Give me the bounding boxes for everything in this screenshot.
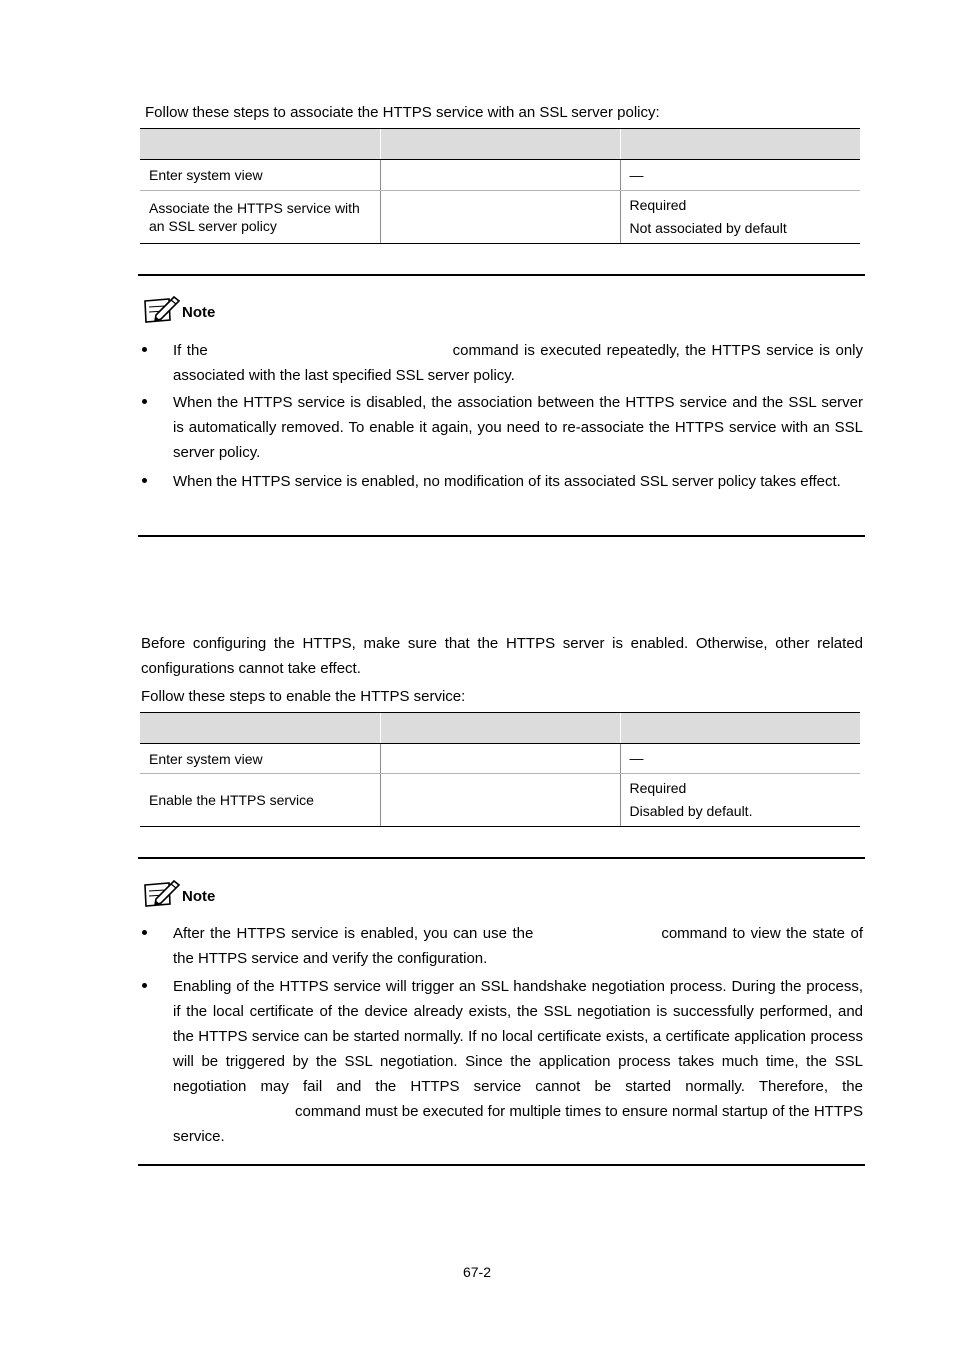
note-pencil-icon <box>143 293 181 325</box>
remarks-cell <box>620 774 860 827</box>
column-header <box>620 713 860 744</box>
section2-paragraph: Before configuring the HTTPS, make sure that the HTTPS server is enabled. Otherwise, other related configurations cannot take effect. <box>141 635 863 677</box>
column-header <box>140 713 380 744</box>
operation-cell: Enter system view <box>140 744 380 774</box>
bullet-text: When the HTTPS service is enabled, no modification of its associated SSL server policy takes effect. <box>173 473 841 490</box>
operation-cell: Enable the HTTPS service <box>140 774 380 827</box>
command-cell <box>380 191 620 244</box>
table-row <box>140 744 860 774</box>
remark-text: — <box>629 750 644 766</box>
note-bullet <box>140 974 863 1149</box>
remarks-cell <box>620 744 860 774</box>
table-row <box>140 191 860 244</box>
remark-text: — <box>629 166 644 183</box>
section1-intro: Follow these steps to associate the HTTPS service with an SSL server policy: <box>145 104 660 121</box>
table-row <box>140 774 860 827</box>
column-header <box>380 129 620 160</box>
note-bullet <box>140 338 863 388</box>
command-cell <box>380 160 620 191</box>
bullet-text: When the HTTPS service is disabled, the association between the HTTPS service and the SSL server is automatically removed. To enable it again, you need to re-associate the HTTPS service with an SSL server policy. <box>173 394 863 461</box>
https-ssl-association-table <box>140 128 860 244</box>
remark-text: Not associated by default <box>629 220 787 236</box>
bullet-text: Enabling of the HTTPS service will trigger an SSL handshake negotiation process. During the process, if the local certificate of the device already exists, the SSL negotiation is successfully performed, and the HTTPS service can be started normally. If no local certificate exists, a certificate application process will be triggered by the SSL negotiation. Since the application process takes much time, the SSL negotiation may fail and the HTTPS service cannot be started normally. Therefore, thecommand must be executed for multiple times to ensure normal startup of the HTTPS service. <box>173 978 863 1145</box>
bullet-dot <box>142 983 147 988</box>
note-title: Note <box>182 888 216 905</box>
remarks-cell <box>620 191 860 244</box>
operation-cell: Associate the HTTPS service with an SSL server policy <box>140 191 380 244</box>
command-cell <box>380 744 620 774</box>
column-header <box>380 713 620 744</box>
remark-text: Required <box>629 197 687 213</box>
enable-https-table <box>140 712 860 827</box>
command-cell <box>380 774 620 827</box>
note-title: Note <box>182 304 216 321</box>
remark-text: Required <box>629 780 687 796</box>
page-number: 67-2 <box>462 1264 492 1280</box>
bullet-dot <box>142 347 147 352</box>
bullet-dot <box>142 930 147 935</box>
bullet-text: If the command is executed repeatedly, the HTTPS service is only associated with the last specified SSL server policy. <box>173 342 863 384</box>
note-bottom-divider <box>138 1164 865 1166</box>
table-row <box>140 160 860 191</box>
remark-text: Disabled by default. <box>629 803 753 819</box>
note-bullet <box>140 921 863 971</box>
note-bottom-divider <box>138 535 865 537</box>
note-bullet <box>140 390 863 465</box>
bullet-dot <box>142 399 147 404</box>
operation-cell: Enter system view <box>140 160 380 191</box>
remarks-cell <box>620 160 860 191</box>
bullet-dot <box>142 478 147 483</box>
note-top-divider <box>138 857 865 859</box>
note-top-divider <box>138 274 865 276</box>
note-pencil-icon <box>143 877 181 909</box>
note-bullet <box>140 469 863 494</box>
bullet-text: After the HTTPS service is enabled, you can use the command to view the state of the HTTPS service and verify the configuration. <box>173 925 863 967</box>
section2-intro: Follow these steps to enable the HTTPS service: <box>141 688 466 705</box>
column-header <box>620 129 860 160</box>
column-header <box>140 129 380 160</box>
